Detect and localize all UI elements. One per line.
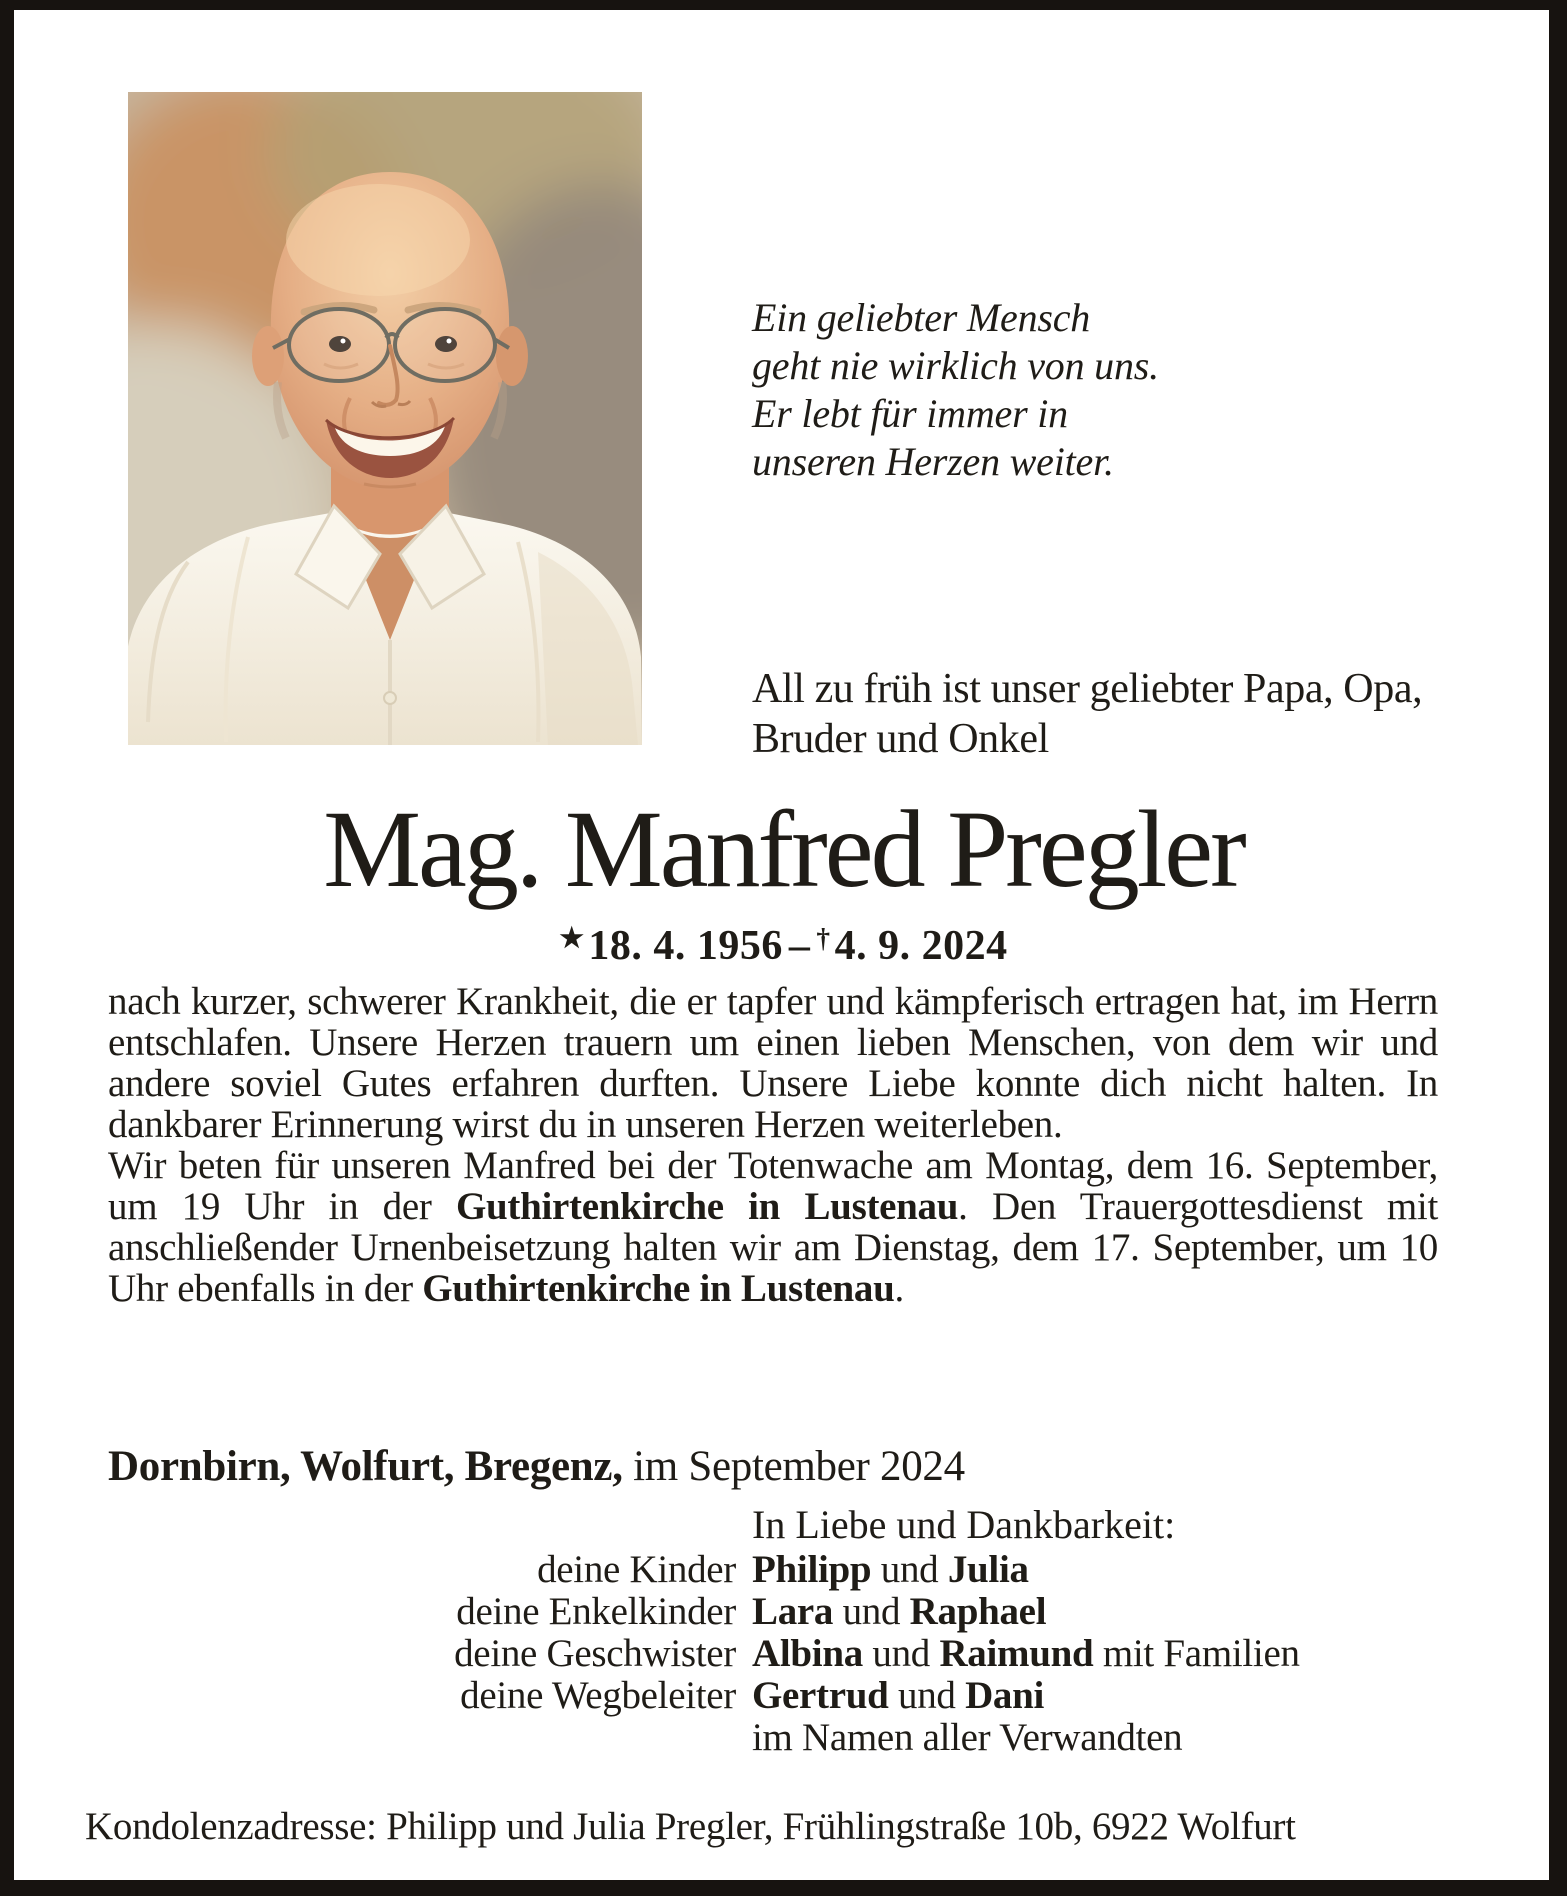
deceased-name: Mag. Manfred Pregler <box>323 788 1244 910</box>
relation-label: deine Geschwister <box>454 1632 736 1675</box>
relation-label: deine Wegbeleiter <box>460 1674 736 1717</box>
intro-line: Bruder und Onkel <box>752 716 1049 762</box>
relation-names: Albina und Raimund mit Familien <box>752 1632 1300 1675</box>
relation-label: deine Kinder <box>537 1548 736 1591</box>
poem-line: geht nie wirklich von uns. <box>752 343 1159 388</box>
poem-line: Er lebt für immer in <box>752 391 1068 436</box>
family-row <box>108 1675 1458 1717</box>
closing-footer: im Namen aller Verwandten <box>752 1716 1183 1759</box>
family-row <box>108 1717 1458 1759</box>
notice-body <box>108 981 1438 1309</box>
dates-separator: – <box>788 923 811 969</box>
relation-names: Lara und Raphael <box>752 1590 1047 1633</box>
family-row <box>108 1591 1458 1633</box>
body-paragraph-1: nach kurzer, schwerer Krankheit, die er tapfer und kämpferisch ertragen hat, im Herrn entschlafen. Unsere Herzen trauern um einen lieben Menschen, von dem wir und andere soviel Gutes erfahren durften. Unsere Liebe konnte dich nicht halten. In dankbarer Erinnerung wirst du in unseren Herzen weiterleben. <box>108 980 1438 1146</box>
birth-date: 18. 4. 1956 <box>588 923 783 969</box>
portrait-photo-illustration <box>128 92 642 745</box>
intro-text <box>752 664 1422 764</box>
relation-names: Philipp und Julia <box>752 1548 1029 1591</box>
place-date-line <box>108 1442 965 1491</box>
family-row <box>108 1549 1458 1591</box>
poem-line: Ein geliebter Mensch <box>752 295 1091 340</box>
death-cross-icon: † <box>816 923 831 953</box>
family-row <box>108 1633 1458 1675</box>
closing-header: In Liebe und Dankbarkeit: <box>752 1502 1176 1547</box>
life-dates <box>0 922 1567 970</box>
relation-label: deine Enkelkinder <box>456 1590 736 1633</box>
month-year: im September 2024 <box>633 1443 965 1490</box>
relation-names: Gertrud und Dani <box>752 1674 1045 1717</box>
relation-label-empty <box>108 1717 752 1759</box>
portrait-photo <box>128 92 642 745</box>
condolence-address: Kondolenzadresse: Philipp und Julia Pregler, Frühlingstraße 10b, 6922 Wolfurt <box>85 1805 1296 1848</box>
memorial-poem <box>752 294 1159 486</box>
death-date: 4. 9. 2024 <box>834 923 1008 969</box>
body-paragraph-2: Wir beten für unseren Manfred bei der Totenwache am Montag, dem 16. September, um 19 Uhr in der Guthirtenkirche in Lustenau. Den Trauergottesdienst mit anschließender Urnenbeisetzung halten wir am Dienstag, dem 17. September, um 10 Uhr ebenfalls in der Guthirtenkirche in Lustenau. <box>108 1144 1438 1310</box>
intro-line: All zu früh ist unser geliebter Papa, Opa, <box>752 666 1423 712</box>
family-list <box>108 1549 1458 1759</box>
poem-line: unseren Herzen weiter. <box>752 439 1114 484</box>
birth-star-icon: ★ <box>559 923 585 953</box>
places: Dornbirn, Wolfurt, Bregenz, <box>108 1443 623 1490</box>
